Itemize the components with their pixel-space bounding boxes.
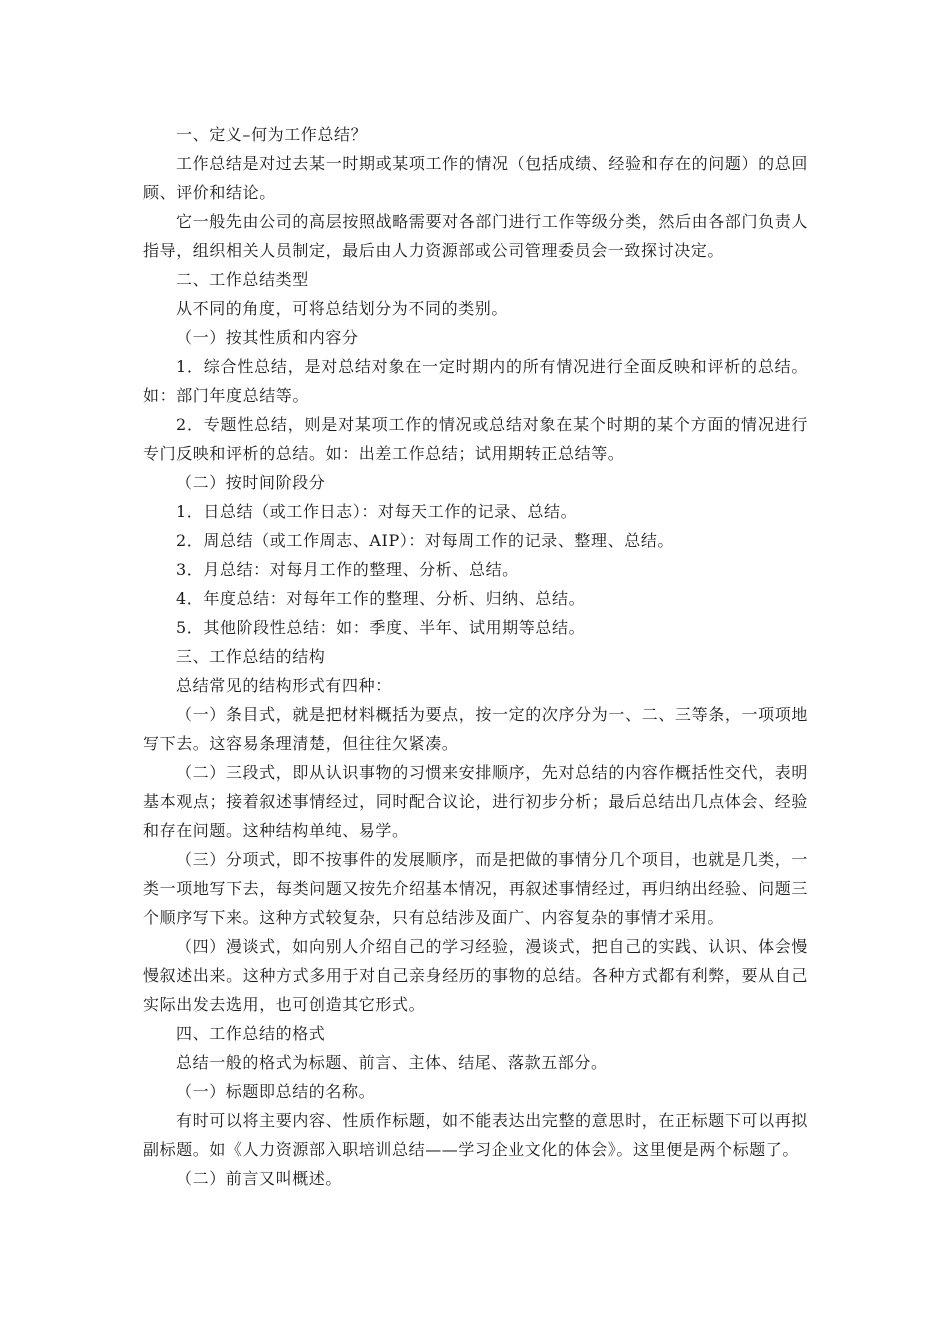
section-heading: 一、定义–何为工作总结？ bbox=[176, 125, 368, 144]
paragraph: 总结常见的结构形式有四种： bbox=[176, 676, 392, 695]
list-item: 2．周总结（或工作周志、AIP）：对每周工作的记录、整理、总结。 bbox=[176, 531, 675, 550]
subsection-heading: （一）标题即总结的名称。 bbox=[176, 1082, 376, 1101]
list-item: 3．月总结：对每月工作的整理、分析、总结。 bbox=[176, 560, 519, 579]
paragraph: （四）漫谈式，如向别人介绍自己的学习经验，漫谈式，把自己的实践、认识、体会慢慢叙述出来。这种方式多用于对自己亲身经历的事物的总结。各种方式都有利弊，要从自己实际出发去选用，也可创造其它形式。 bbox=[143, 937, 808, 1014]
paragraph: （二）三段式，即从认识事物的习惯来安排顺序，先对总结的内容作概括性交代，表明基本观点；接着叙述事情经过，同时配合议论，进行初步分析；最后总结出几点体会、经验和存在问题。这种结构单纯、易学。 bbox=[143, 763, 808, 840]
paragraph: （三）分项式，即不按事件的发展顺序，而是把做的事情分几个项目，也就是几类，一类一项地写下去，每类问题又按先介绍基本情况，再叙述事情经过，再归纳出经验、问题三个顺序写下来。这种方式较复杂，只有总结涉及面广、内容复杂的事情才采用。 bbox=[143, 850, 808, 927]
paragraph: 总结一般的格式为标题、前言、主体、结尾、落款五部分。 bbox=[176, 1053, 608, 1072]
list-item: 1．日总结（或工作日志）：对每天工作的记录、总结。 bbox=[176, 502, 578, 521]
subsection-heading: （二）前言又叫概述。 bbox=[176, 1169, 343, 1188]
paragraph: 从不同的角度，可将总结划分为不同的类别。 bbox=[176, 299, 509, 318]
document-body bbox=[143, 120, 808, 1193]
section-heading: 二、工作总结类型 bbox=[176, 270, 309, 289]
list-item: 4．年度总结：对每年工作的整理、分析、归纳、总结。 bbox=[176, 589, 586, 608]
list-item: 1．综合性总结，是对总结对象在一定时期内的所有情况进行全面反映和评析的总结。如：部门年度总结等。 bbox=[143, 357, 808, 405]
paragraph: 它一般先由公司的高层按照战略需要对各部门进行工作等级分类，然后由各部门负责人指导，组织相关人员制定，最后由人力资源部或公司管理委员会一致探讨决定。 bbox=[143, 212, 808, 260]
list-item: 2．专题性总结，则是对某项工作的情况或总结对象在某个时期的某个方面的情况进行专门反映和评析的总结。如：出差工作总结；试用期转正总结等。 bbox=[143, 415, 808, 463]
subsection-heading: （二）按时间阶段分 bbox=[176, 473, 326, 492]
list-item: 5．其他阶段性总结：如：季度、半年、试用期等总结。 bbox=[176, 618, 586, 637]
subsection-heading: （一）按其性质和内容分 bbox=[176, 328, 359, 347]
paragraph: 有时可以将主要内容、性质作标题，如不能表达出完整的意思时，在正标题下可以再拟副标题。如《人力资源部入职培训总结——学习企业文化的体会》。这里便是两个标题了。 bbox=[143, 1111, 808, 1159]
section-heading: 四、工作总结的格式 bbox=[176, 1024, 326, 1043]
section-heading: 三、工作总结的结构 bbox=[176, 647, 326, 666]
paragraph: 工作总结是对过去某一时期或某项工作的情况（包括成绩、经验和存在的问题）的总回顾、评价和结论。 bbox=[143, 154, 808, 202]
paragraph: （一）条目式，就是把材料概括为要点，按一定的次序分为一、二、三等条，一项项地写下去。这容易条理清楚，但往往欠紧凑。 bbox=[143, 705, 808, 753]
